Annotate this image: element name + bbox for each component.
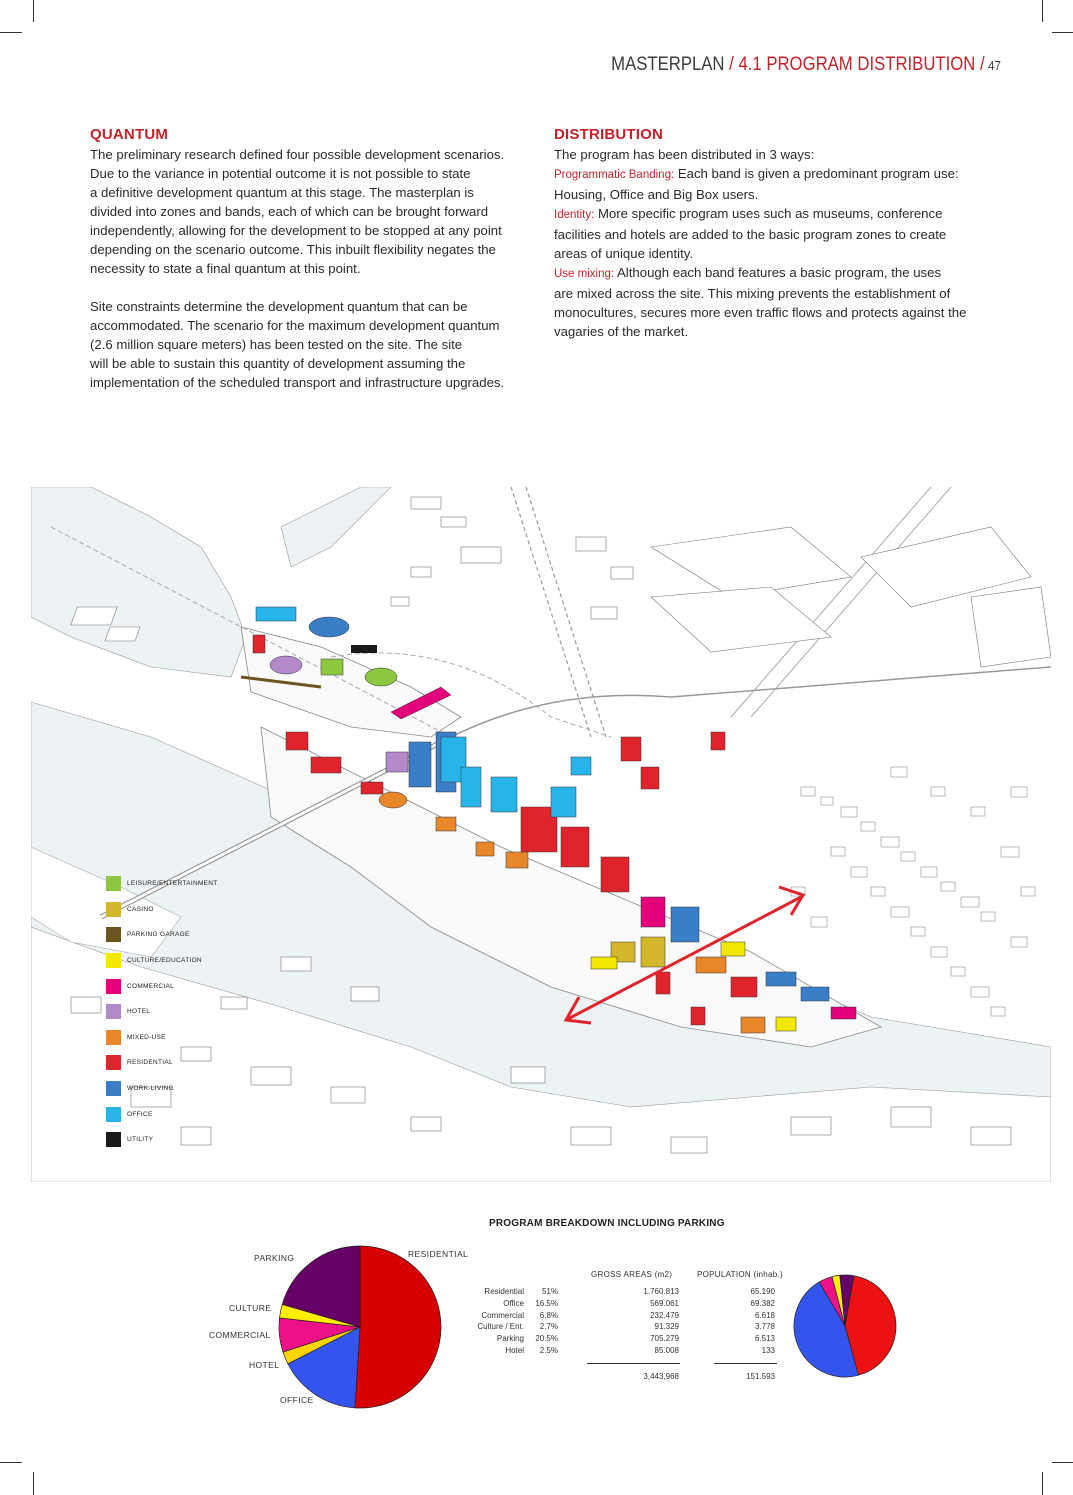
legend-swatch (106, 1107, 121, 1122)
pie-slice-residential (355, 1246, 441, 1408)
crop-mark (1042, 1472, 1043, 1495)
identity-text: More specific program uses such as museums, conference (594, 206, 943, 221)
row-gross-area: 91.329 (654, 1322, 679, 1332)
distribution-intro: The program has been distributed in 3 ways: (554, 147, 815, 162)
legend-swatch (106, 1132, 121, 1147)
legend-item (106, 999, 218, 1025)
page-number: 47 (988, 58, 1001, 73)
legend-item (106, 1127, 218, 1153)
quantum-line: (2.6 million square meters) has been tested on the site. The site (90, 337, 463, 352)
pie-label-culture: CULTURE (229, 1303, 272, 1313)
row-name: Parking (496, 1334, 524, 1344)
mixing-text: Although each band features a basic program, the uses (614, 265, 942, 280)
mixing-tag: Use mixing: (554, 268, 615, 280)
row-population: 6.618 (754, 1310, 775, 1320)
quantum-line: The preliminary research defined four possible development scenarios. (90, 147, 505, 162)
legend-swatch (106, 1055, 121, 1070)
legend-label: COMMERCIAL (127, 982, 175, 990)
legend-item (106, 897, 218, 923)
row-name: Office (503, 1298, 524, 1308)
row-gross-area: 85.008 (654, 1346, 679, 1355)
legend-label: HOTEL (127, 1008, 151, 1016)
legend-item (106, 948, 218, 974)
mixing-text: monocultures, secures more even traffic flows and protects against the (554, 305, 967, 320)
legend-swatch (106, 1004, 121, 1019)
program-pie-chart (278, 1245, 443, 1410)
row-percent: 16.5% (535, 1298, 558, 1308)
crop-mark (33, 1472, 34, 1495)
row-population: 133 (761, 1346, 775, 1355)
row-percent: 20.5% (535, 1334, 558, 1344)
pie-label-office: OFFICE (280, 1395, 314, 1405)
legend-item (106, 922, 218, 948)
legend-swatch (106, 1081, 121, 1096)
pie-label-parking: PARKING (254, 1253, 295, 1263)
breakdown-title: PROGRAM BREAKDOWN INCLUDING PARKING (489, 1218, 725, 1229)
banding-tag: Programmatic Banding: (554, 169, 675, 181)
legend-label: PARKING GARAGE (127, 931, 190, 939)
quantum-column (90, 125, 545, 392)
total-population: 151.593 (746, 1372, 775, 1381)
legend-label: OFFICE (127, 1110, 153, 1118)
quantum-line: a definitive development quantum at this stage. The masterplan is (90, 185, 474, 200)
row-population: 69.382 (750, 1298, 775, 1308)
pie-label-residential: RESIDENTIAL (408, 1249, 469, 1259)
row-population: 65.190 (750, 1287, 775, 1296)
row-gross-area: 232.479 (650, 1310, 679, 1320)
quantum-line: depending on the scenario outcome. This inbuilt flexibility negates the (90, 242, 496, 257)
row-gross-area: 1.760.813 (643, 1287, 679, 1296)
legend-label: LEISURE/ENTERTAINMENT (127, 880, 218, 888)
total-rule (587, 1363, 680, 1364)
legend-swatch (106, 979, 121, 994)
distribution-title: DISTRIBUTION (554, 126, 664, 143)
legend-label: WORK-LIVING (127, 1085, 174, 1093)
crop-mark (1052, 1462, 1073, 1463)
mixing-text: are mixed across the site. This mixing prevents the establishment of (554, 286, 951, 301)
legend-item (106, 1050, 218, 1076)
legend-label: CASINO (127, 905, 154, 913)
pie-label-hotel: HOTEL (249, 1360, 280, 1370)
legend-swatch (106, 953, 121, 968)
crop-mark (0, 32, 22, 33)
quantum-line: Due to the variance in potential outcome it is not possible to state (90, 166, 471, 181)
crop-mark (1042, 0, 1043, 22)
banding-text: Each band is given a predominant program use: (674, 166, 959, 181)
row-name: Residential (484, 1287, 524, 1296)
legend-label: RESIDENTIAL (127, 1059, 173, 1067)
quantum-line: Site constraints determine the development quantum that can be (90, 299, 468, 314)
identity-tag: Identity: (554, 209, 595, 221)
identity-text: areas of unique identity. (554, 246, 694, 261)
total-rule (714, 1363, 777, 1364)
legend-item (106, 1076, 218, 1102)
header-separator: / (724, 54, 739, 75)
header-section: MASTERPLAN (611, 54, 725, 75)
legend-swatch (106, 902, 121, 917)
row-population: 6.513 (754, 1334, 775, 1344)
crop-mark (33, 0, 34, 22)
legend-swatch (106, 1030, 121, 1045)
row-gross-area: 705.279 (650, 1334, 679, 1344)
quantum-line: implementation of the scheduled transport and infrastructure upgrades. (90, 375, 505, 390)
gross-areas-header: GROSS AREAS (m2) (591, 1270, 673, 1279)
legend-item (106, 871, 218, 897)
map-legend (106, 871, 218, 1153)
legend-swatch (106, 876, 121, 891)
legend-label: UTILITY (127, 1136, 154, 1144)
legend-swatch (106, 927, 121, 942)
row-percent: 51% (541, 1287, 558, 1296)
row-name: Hotel (505, 1346, 524, 1355)
legend-item (106, 1101, 218, 1127)
quantum-line: accommodated. The scenario for the maximum development quantum (90, 318, 500, 333)
population-header: POPULATION (inhab.) (697, 1270, 784, 1279)
pie-label-commercial: COMMERCIAL (209, 1330, 271, 1340)
row-population: 3.778 (754, 1322, 775, 1332)
quantum-line: will be able to sustain this quantity of development assuming the (90, 356, 466, 371)
distribution-column (554, 125, 1004, 341)
legend-item (106, 1025, 218, 1051)
quantum-line: independently, allowing for the development to be stopped at any point (90, 223, 502, 238)
legend-item (106, 973, 218, 999)
total-gross: 3,443,968 (643, 1372, 679, 1381)
row-percent: 2.5% (539, 1346, 558, 1355)
row-gross-area: 569.061 (650, 1298, 679, 1308)
quantum-line: divided into zones and bands, each of which can be brought forward (90, 204, 489, 219)
row-name: Culture / Ent. (477, 1322, 524, 1332)
crop-mark (1052, 32, 1073, 33)
identity-text: facilities and hotels are added to the basic program zones to create (554, 227, 947, 242)
header-separator: / (975, 54, 985, 75)
header-subsection: 4.1 PROGRAM DISTRIBUTION (738, 54, 976, 75)
page-header (611, 54, 1001, 76)
row-percent: 6.8% (539, 1310, 558, 1320)
banding-text: Housing, Office and Big Box users. (554, 187, 759, 202)
row-name: Commercial (481, 1310, 524, 1320)
crop-mark (0, 1462, 22, 1463)
population-pie-chart (793, 1274, 897, 1378)
quantum-title: QUANTUM (90, 126, 169, 143)
legend-label: CULTURE/EDUCATION (127, 957, 202, 965)
legend-label: MIXED-USE (127, 1033, 166, 1041)
row-percent: 2.7% (539, 1322, 558, 1332)
mixing-text: vagaries of the market. (554, 324, 689, 339)
quantum-line: necessity to state a final quantum at this point. (90, 261, 361, 276)
